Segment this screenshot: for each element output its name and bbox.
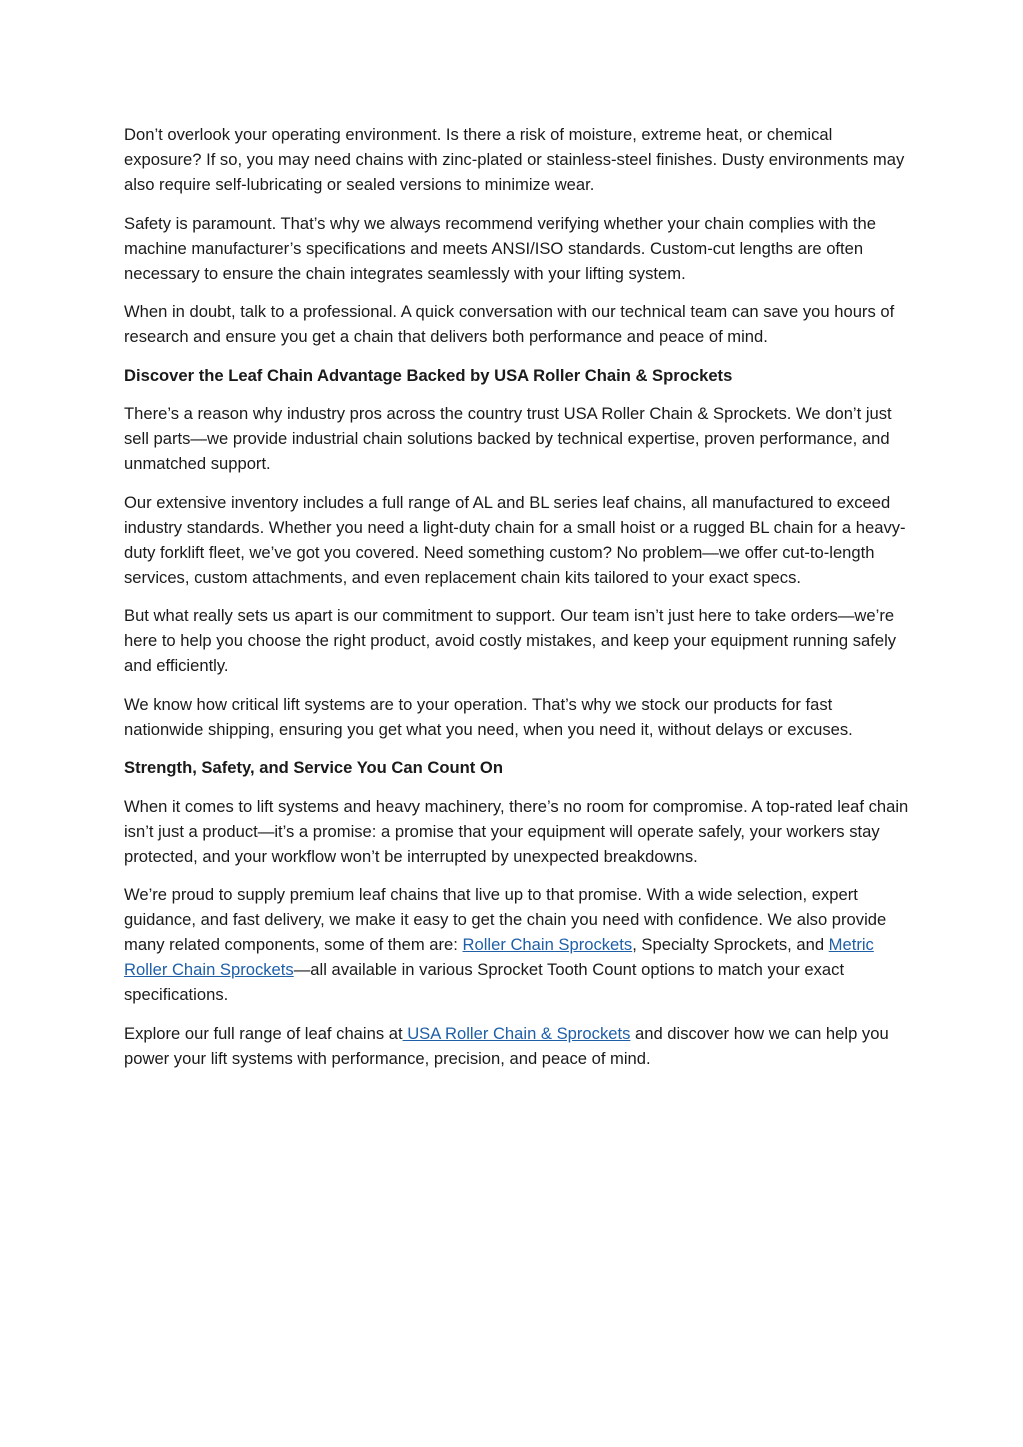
usa-roller-chain-sprockets-link[interactable]: USA Roller Chain & Sprockets — [402, 1023, 631, 1043]
paragraph-talk-to-professional: When in doubt, talk to a professional. A quick conversation with our technical team can save you hours of research and ensure you get a chain that delivers both performance and peace of mind. — [124, 302, 895, 346]
section-heading-strength-safety-service: Strength, Safety, and Service You Can Count On — [124, 758, 503, 777]
paragraph-support-commitment: But what really sets us apart is our commitment to support. Our team isn’t just here to take orders—we’re here to help you choose the right product, avoid costly mistakes, and keep your equipment running safely and efficiently. — [124, 606, 897, 675]
paragraph-explore-range — [124, 1021, 909, 1071]
paragraph-text: and discover how we can help you power your lift systems with performance, precision, and peace of mind. — [124, 1023, 889, 1068]
paragraph-premium-leaf-chains — [124, 882, 909, 1007]
paragraph-safety: Safety is paramount. That’s why we always recommend verifying whether your chain complies with the machine manufacturer’s specifications and meets ANSI/ISO standards. Custom-cut lengths are often necessary to ensure the chain integrates seamlessly with your lifting system. — [124, 213, 876, 283]
paragraph-inventory: Our extensive inventory includes a full range of AL and BL series leaf chains, all manufactured to exceed industry standards. Whether you need a light-duty chain for a small hoist or a rugged BL chain for a heavy-duty forklift fleet, we’ve got you covered. Need something custom? No problem—we offer cut-to-length services, custom attachments, and even replacement chain kits tailored to your exact specs. — [124, 492, 906, 587]
paragraph-nationwide-shipping: We know how critical lift systems are to your operation. That’s why we stock our products for fast nationwide shipping, ensuring you get what you need, when you need it, without delays or excuses. — [124, 694, 853, 739]
document-page — [124, 122, 909, 1084]
paragraph-text: —all available in various Sprocket Tooth Count options to match your exact specifications. — [124, 960, 845, 1004]
paragraph-text: Explore our full range of leaf chains at — [124, 1023, 403, 1043]
paragraph-text: We’re proud to supply premium leaf chains that live up to that promise. With a wide selection, expert guidance, and fast delivery, we make it easy to get the chain you need with confidence. We also provide many related components, some of them are: — [124, 885, 887, 954]
paragraph-operating-environment: Don’t overlook your operating environment. Is there a risk of moisture, extreme heat, or chemical exposure? If so, you may need chains with zinc-plated or stainless-steel finishes. Dusty environments may also require self-lubricating or sealed versions to minimize wear. — [124, 125, 905, 194]
roller-chain-sprockets-link[interactable]: Roller Chain Sprockets — [462, 935, 633, 954]
metric-roller-chain-sprockets-link[interactable]: Metric Roller Chain Sprockets — [124, 935, 874, 979]
section-heading-leaf-chain-advantage: Discover the Leaf Chain Advantage Backed by USA Roller Chain & Sprockets — [124, 365, 733, 385]
paragraph-text: , Specialty Sprockets, and — [632, 935, 829, 954]
paragraph-no-compromise: When it comes to lift systems and heavy machinery, there’s no room for compromise. A top-rated leaf chain isn’t just a product—it’s a promise: a promise that your equipment will operate safely, your workers stay protected, and your workflow won’t be interrupted by unexpected breakdowns. — [124, 796, 909, 866]
paragraph-reason-trust: There’s a reason why industry pros across the country trust USA Roller Chain & Sprockets. We don’t just sell parts—we provide industrial chain solutions backed by technical expertise, proven performance, and unmatched support. — [124, 404, 892, 473]
